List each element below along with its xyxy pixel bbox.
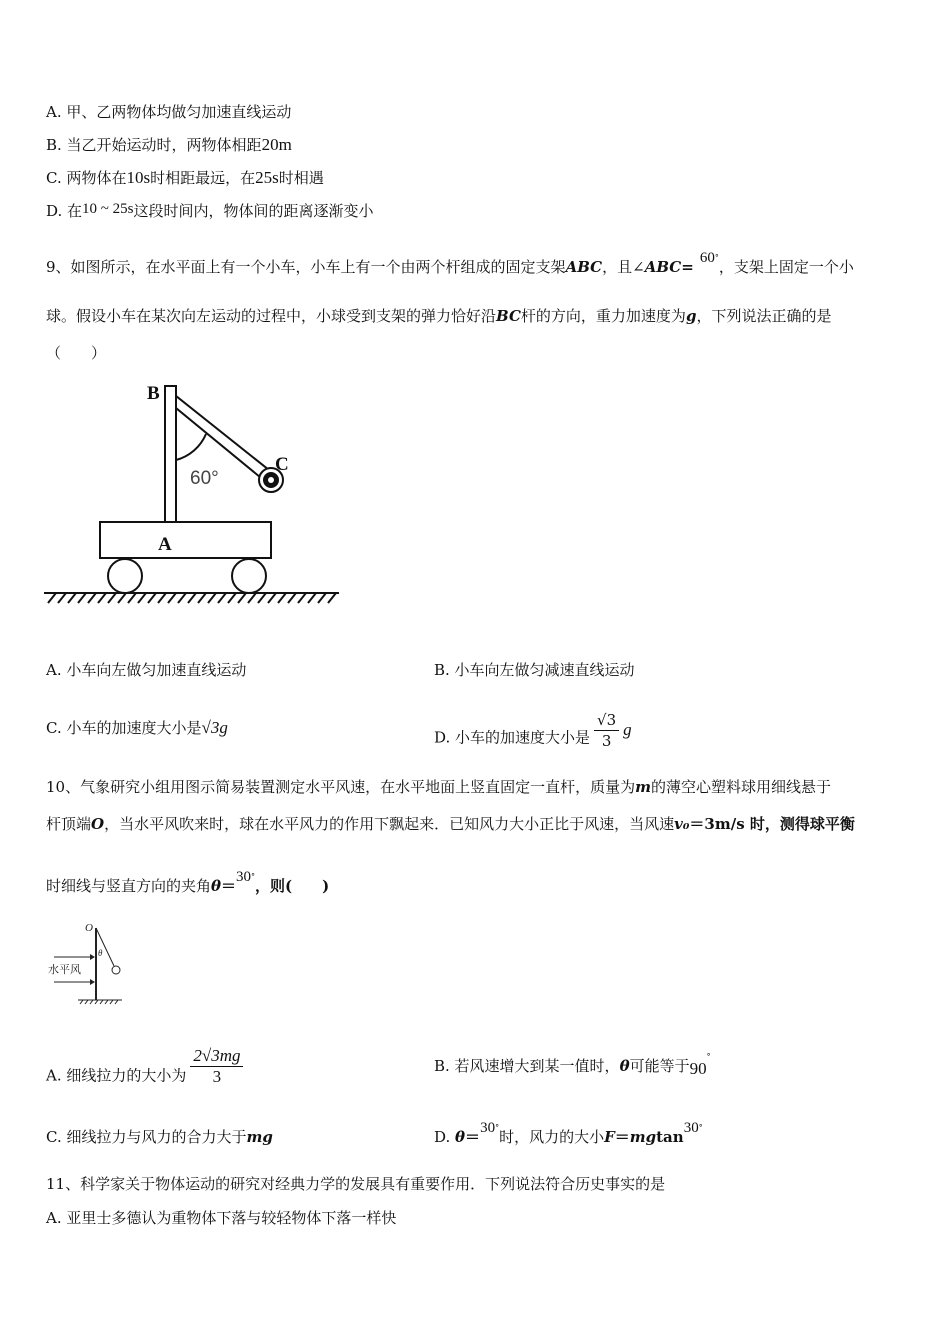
q10-option-d: D. θ＝30°时，风力的大小F＝mgtan30° <box>434 1120 703 1146</box>
q10-stem-line2: 杆顶端O，当水平风吹来时，球在水平风力的作用下飘起来．已知风力大小正比于风速，当风速v₀＝3m/s 时，测得球平衡 <box>46 815 855 833</box>
label-a: A <box>158 534 172 555</box>
q8-option-c: C. 两物体在10s时相距最远，在25s时相遇 <box>46 168 324 187</box>
q9-option-b: B. 小车向左做匀减速直线运动 <box>434 661 635 679</box>
q9-stem-line1: 9、如图所示，在水平面上有一个小车，小车上有一个由两个杆组成的固定支架ABC，且∠ABC= 60°，支架上固定一个小 <box>46 250 854 276</box>
q11-option-a: A. 亚里士多德认为重物体下落与较轻物体下落一样快 <box>46 1209 397 1227</box>
q9-option-c: C. 小车的加速度大小是√3g <box>46 718 228 737</box>
q10-option-a: A. 细线拉力的大小为 $\frac{2√3mg}{3}$ <box>46 1056 247 1097</box>
q9-stem-line2: 球。假设小车在某次向左运动的过程中，小球受到支架的弹力恰好沿BC杆的方向，重力加速度为g，下列说法正确的是 <box>46 307 832 325</box>
label-b: B <box>147 383 160 404</box>
label-theta: θ <box>98 948 103 958</box>
angle-label: 60° <box>190 468 219 489</box>
q10-option-b: B. 若风速增大到某一值时，θ可能等于90° <box>434 1052 711 1078</box>
label-o: O <box>85 922 93 934</box>
q11-stem: 11、科学家关于物体运动的研究对经典力学的发展具有重要作用．下列说法符合历史事实的是 <box>46 1175 666 1193</box>
q10-pendulum-figure <box>44 918 134 1008</box>
q8-option-d: D. 在10 ~ 25s这段时间内，物体间的距离逐渐变小 <box>46 201 374 220</box>
q8-option-a: A. 甲、乙两物体均做匀加速直线运动 <box>46 103 292 121</box>
q8-option-b: B. 当乙开始运动时，两物体相距20m <box>46 135 292 154</box>
q9-option-d: D. 小车的加速度大小是 $\frac{√3}{3}$ g <box>434 711 632 750</box>
q9-cart-figure <box>44 378 344 608</box>
q10-option-c: C. 细线拉力与风力的合力大于mg <box>46 1128 273 1146</box>
q10-stem-line1: 10、气象研究小组用图示简易装置测定水平风速，在水平地面上竖直固定一直杆，质量为m的薄空心塑料球用细线悬于 <box>46 778 831 796</box>
q9-answer-paren: （ ） <box>46 344 107 362</box>
label-c: C <box>275 454 289 475</box>
q10-stem-line3: 时细线与竖直方向的夹角θ＝30°，则( ) <box>46 869 330 895</box>
label-wind: 水平风 <box>48 963 81 976</box>
q9-option-a: A. 小车向左做匀加速直线运动 <box>46 661 247 679</box>
